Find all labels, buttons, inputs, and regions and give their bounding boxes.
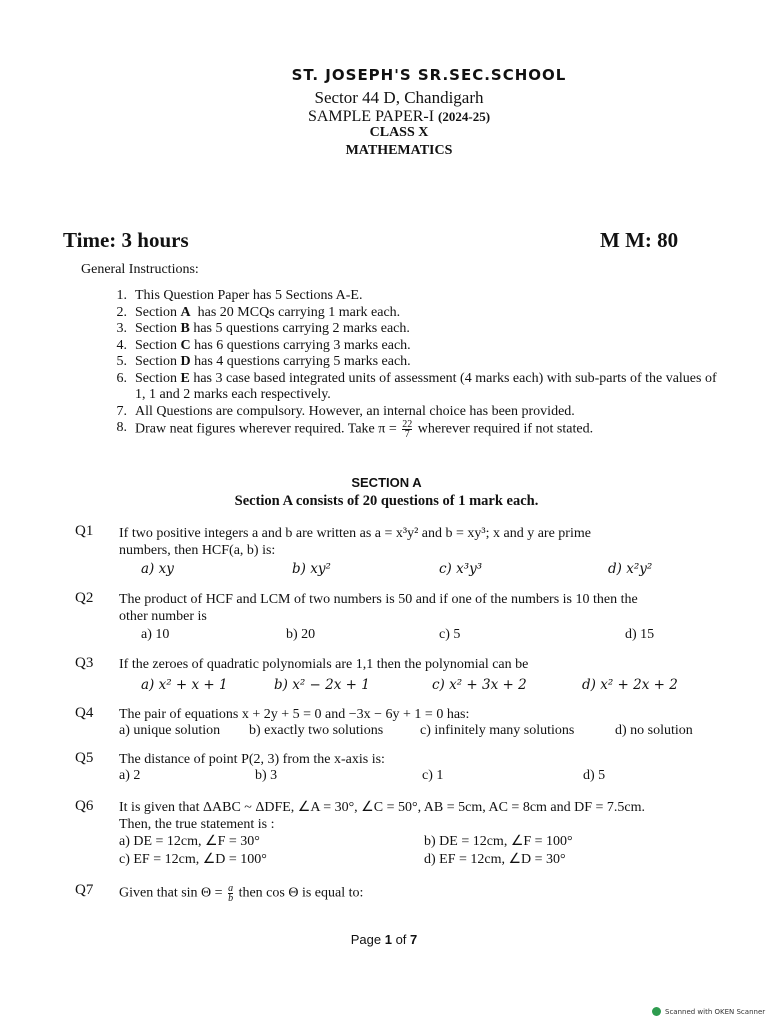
instruction-item: 2. Section A has 20 MCQs carrying 1 mark each. [116, 304, 401, 320]
class-label: CLASS X [369, 125, 429, 140]
school-address: Sector 44 D, Chandigarh [314, 88, 484, 107]
option-c: c) EF = 12cm, ∠D = 100° [119, 852, 267, 867]
section-subtitle: Section A consists of 20 questions of 1 mark each. [234, 493, 539, 509]
instruction-item: 5. Section D has 4 questions carrying 5 marks each. [116, 354, 411, 369]
option-c: c) x³y³ [439, 561, 483, 577]
question-q2 [75, 590, 715, 645]
option-b: b) 3 [255, 768, 278, 783]
question-number: Q7 [75, 882, 94, 898]
question-number: Q1 [75, 523, 94, 539]
option-d: d) EF = 12cm, ∠D = 30° [424, 852, 566, 867]
instruction-item: 3. Section B has 5 questions carrying 2 marks each. [116, 321, 410, 336]
question-text-line: The pair of equations x + 2y + 5 = 0 and −3x − 6y + 1 = 0 has: [119, 707, 470, 722]
instruction-item: 4. Section C has 6 questions carrying 3 marks each. [116, 337, 411, 353]
option-b: b) exactly two solutions [249, 723, 384, 738]
option-c: c) 1 [422, 768, 444, 783]
question-q6 [75, 798, 715, 869]
max-marks-label: M M: 80 [600, 228, 679, 252]
scanner-watermark: Scanned with OKEN Scanner [652, 1007, 765, 1016]
instructions-heading: General Instructions: [81, 262, 199, 277]
question-text-line: numbers, then HCF(a, b) is: [119, 543, 276, 558]
question-number: Q2 [75, 590, 94, 606]
option-c: c) 5 [439, 627, 461, 642]
option-b: b) DE = 12cm, ∠F = 100° [424, 834, 573, 849]
question-q4 [75, 705, 715, 741]
option-d: d) x² + 2x + 2 [582, 677, 678, 693]
question-q7 [75, 882, 715, 903]
option-d: d) x²y² [608, 561, 653, 577]
subject-label: MATHEMATICS [345, 143, 453, 158]
school-name: ST. JOSEPH'S SR.SEC.SCHOOL [291, 66, 567, 84]
question-number: Q4 [75, 705, 94, 721]
option-d: d) no solution [615, 723, 693, 738]
option-b: b) 20 [286, 627, 316, 642]
option-c: c) infinitely many solutions [420, 723, 575, 738]
question-number: Q3 [75, 655, 94, 671]
question-text-line: Given that sin Θ = $\frac{a}{b}$ then cos Θ is equal to: [119, 883, 364, 904]
question-text-line: The product of HCF and LCM of two numbers is 50 and if one of the numbers is 10 then the [119, 592, 638, 607]
option-a: a) DE = 12cm, ∠F = 30° [119, 834, 260, 849]
question-text-line: If two positive integers a and b are written as a = x³y² and b = xy³; x and y are prime [119, 526, 591, 541]
option-d: d) 5 [583, 768, 606, 783]
paper-year: (2024-25) [438, 109, 491, 124]
instruction-item: 8. Draw neat figures wherever required. Take π = $\frac{22}{7}$ wherever required if not stated. [116, 419, 594, 440]
time-label: Time: 3 hours [63, 228, 189, 252]
fraction-a-b: $\frac{a}{b}$ [228, 883, 234, 904]
instruction-item: 1. This Question Paper has 5 Sections A-E. [116, 288, 363, 303]
question-number: Q5 [75, 750, 94, 766]
page-footer: Page 1 of 7 [350, 932, 418, 947]
option-d: d) 15 [625, 627, 655, 642]
option-a: a) unique solution [119, 723, 221, 738]
question-text-line: other number is [119, 609, 207, 624]
option-c: c) x² + 3x + 2 [432, 677, 527, 693]
option-b: b) x² − 2x + 1 [274, 677, 370, 693]
question-text-line: Then, the true statement is : [119, 817, 275, 832]
page-number: 1 [384, 932, 392, 947]
instruction-item: 7. All Questions are compulsory. However, an internal choice has been provided. [116, 403, 575, 419]
instruction-item: 6. Section E has 3 case based integrated units of assessment (4 marks each) with sub-parts of the values of 1, 1 and 2 marks each respectively. [116, 370, 717, 402]
option-a: a) xy [141, 561, 174, 577]
fraction-22-7: $\frac{22}{7}$ [402, 419, 413, 440]
question-text-line: If the zeroes of quadratic polynomials are 1,1 then the polynomial can be [119, 657, 529, 672]
question-text-line: The distance of point P(2, 3) from the x-axis is: [119, 752, 385, 767]
question-q3 [75, 655, 715, 695]
section-title: SECTION A [351, 475, 422, 490]
paper-title [0, 108, 768, 126]
option-b: b) xy² [292, 561, 331, 577]
question-text-line: It is given that ΔABC ~ ΔDFE, ∠A = 30°, ∠C = 50°, AB = 5cm, AC = 8cm and DF = 7.5cm. [119, 800, 646, 815]
option-a: a) x² + x + 1 [141, 677, 228, 693]
instructions-list [100, 288, 720, 439]
page-total: 7 [410, 932, 418, 947]
question-q1 [75, 523, 715, 579]
option-a: a) 10 [141, 627, 170, 642]
scanner-logo-icon [652, 1007, 661, 1016]
question-number: Q6 [75, 798, 94, 814]
question-q5 [75, 750, 715, 786]
option-a: a) 2 [119, 768, 141, 783]
paper-name: SAMPLE PAPER-I [307, 108, 435, 125]
